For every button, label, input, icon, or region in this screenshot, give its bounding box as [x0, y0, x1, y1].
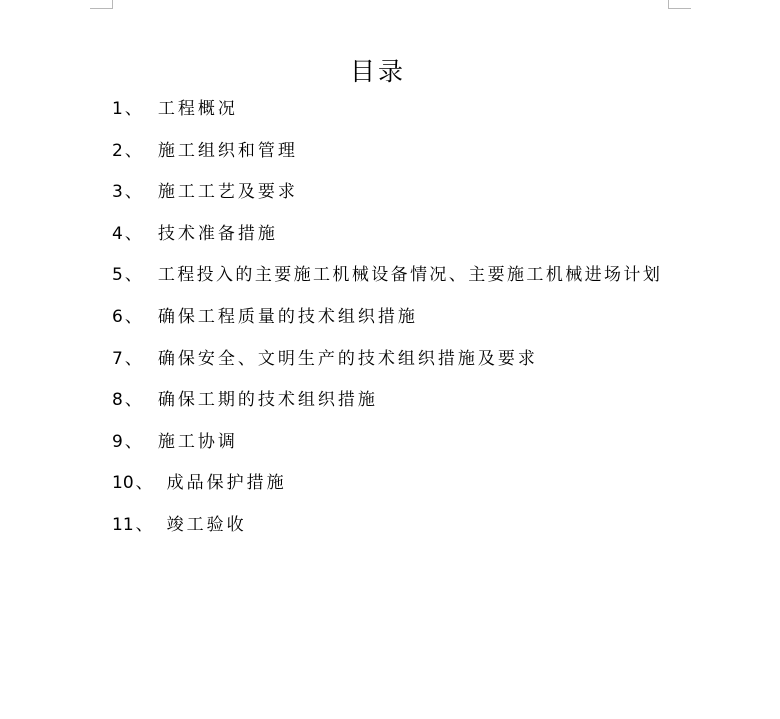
- toc-item-text: 工程投入的主要施工机械设备情况、主要施工机械进场计划: [157, 265, 663, 286]
- toc-item-text: 成品保护措施: [166, 473, 287, 494]
- toc-item-separator: 、: [124, 140, 142, 161]
- toc-item-number: 10: [112, 473, 134, 494]
- toc-item-separator: 、: [124, 431, 142, 452]
- toc-item-text: 确保工程质量的技术组织措施: [157, 306, 418, 327]
- toc-item-8: [112, 387, 752, 429]
- toc-item-text: 施工组织和管理: [157, 140, 298, 161]
- toc-item-10: [112, 470, 752, 512]
- toc-item-text: 确保安全、文明生产的技术组织措施及要求: [157, 348, 538, 369]
- toc-item-separator: 、: [124, 390, 142, 411]
- toc-item-text: 竣工验收: [166, 514, 247, 535]
- toc-item-number: 1: [112, 99, 123, 119]
- toc-item-number: 9: [112, 431, 123, 452]
- toc-item-separator: 、: [124, 182, 142, 203]
- toc-item-number: 11: [112, 514, 134, 535]
- toc-item-11: [112, 512, 752, 554]
- toc-item-5: [112, 262, 752, 304]
- toc-list: [112, 96, 752, 554]
- toc-item-number: 2: [112, 140, 123, 161]
- toc-item-1: [112, 96, 752, 138]
- toc-item-number: 5: [112, 265, 123, 286]
- toc-item-separator: 、: [124, 306, 142, 327]
- toc-item-text: 工程概况: [157, 99, 238, 119]
- toc-item-text: 确保工期的技术组织措施: [157, 390, 378, 411]
- toc-item-separator: 、: [124, 99, 142, 119]
- toc-item-separator: 、: [124, 223, 142, 244]
- toc-item-number: 3: [112, 182, 123, 203]
- toc-item-text: 施工工艺及要求: [157, 182, 298, 203]
- toc-item-number: 4: [112, 223, 123, 244]
- toc-item-number: 6: [112, 306, 123, 327]
- toc-item-number: 7: [112, 348, 123, 369]
- toc-item-separator: 、: [124, 348, 142, 369]
- crop-mark-right: [668, 0, 691, 9]
- toc-item-4: [112, 221, 752, 263]
- toc-item-separator: 、: [135, 473, 153, 494]
- crop-mark-left: [90, 0, 113, 9]
- toc-item-number: 8: [112, 390, 123, 411]
- toc-item-6: [112, 304, 752, 346]
- toc-title: 目录: [349, 57, 406, 86]
- toc-item-3: [112, 179, 752, 221]
- toc-item-9: [112, 429, 752, 471]
- toc-item-separator: 、: [124, 265, 142, 286]
- toc-item-7: [112, 346, 752, 388]
- toc-item-text: 施工协调: [157, 431, 238, 452]
- toc-item-2: [112, 138, 752, 180]
- toc-item-text: 技术准备措施: [157, 223, 278, 244]
- toc-item-separator: 、: [135, 514, 153, 535]
